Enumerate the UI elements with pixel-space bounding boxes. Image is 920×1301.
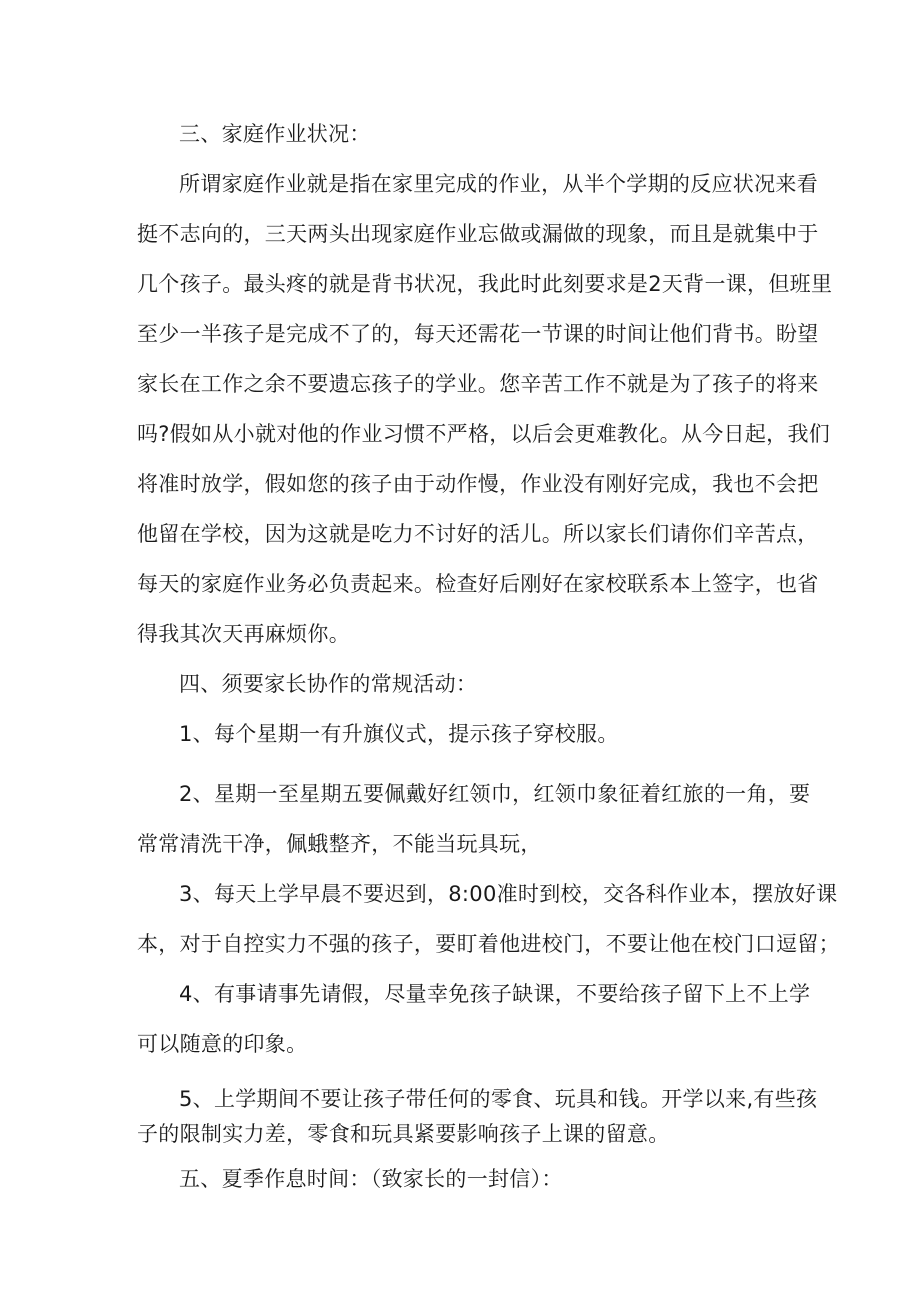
paragraph-line: 他留在学校，因为这就是吃力不讨好的活儿。所以家长们请你们辛苦点，	[137, 522, 819, 546]
section-5-heading: 五、夏季作息时间：（致家长的一封信）：	[179, 1167, 563, 1191]
list-item-2-continued: 常常清洗干净，佩蛾整齐，不能当玩具玩，	[137, 832, 542, 856]
paragraph-line: 挺不志向的，三天两头出现家庭作业忘做或漏做的现象，而且是就集中于	[137, 222, 819, 246]
paragraph-line: 得我其次天再麻烦你。	[137, 622, 350, 646]
section-3-heading: 三、家庭作业状况：	[179, 122, 371, 146]
list-item-2: 2、星期一至星期五要佩戴好红领巾，红领巾象征着红旅的一角，要	[179, 782, 811, 806]
list-item-4-continued: 可以随意的印象。	[137, 1032, 308, 1056]
list-item-5-continued: 子的限制实力差，零食和玩具紧要影响孩子上课的留意。	[137, 1122, 670, 1146]
paragraph-line: 将准时放学，假如您的孩子由于动作慢，作业没有刚好完成，我也不会把	[137, 472, 819, 496]
paragraph-line: 每天的家庭作业务必负责起来。检查好后刚好在家校联系本上签字，也省	[137, 572, 819, 596]
list-item-5: 5、上学期间不要让孩子带任何的零食、玩具和钱。开学以来,有些孩	[179, 1087, 818, 1111]
section-4-heading: 四、须要家长协作的常规活动：	[179, 672, 478, 696]
list-item-3: 3、每天上学早晨不要迟到，8:00准时到校，交各科作业本，摆放好课	[179, 882, 838, 906]
paragraph-line: 吗?假如从小就对他的作业习惯不严格，以后会更难教化。从今日起，我们	[137, 422, 831, 446]
paragraph-line: 所谓家庭作业就是指在家里完成的作业，从半个学期的反应状况来看	[179, 172, 818, 196]
list-item-3-continued: 本，对于自控实力不强的孩子，要盯着他进校门，不要让他在校门口逗留；	[137, 932, 840, 956]
paragraph-line: 至少一半孩子是完成不了的，每天还需花一节课的时间让他们背书。盼望	[137, 322, 819, 346]
list-item-4: 4、有事请事先请假，尽量幸免孩子缺课，不要给孩子留下上不上学	[179, 982, 811, 1006]
list-item-1: 1、每个星期一有升旗仪式，提示孩子穿校服。	[179, 722, 619, 746]
paragraph-line: 家长在工作之余不要遗忘孩子的学业。您辛苦工作不就是为了孩子的将来	[137, 372, 819, 396]
paragraph-line: 几个孩子。最头疼的就是背书状况，我此时此刻要求是2天背一课，但班里	[137, 272, 833, 296]
